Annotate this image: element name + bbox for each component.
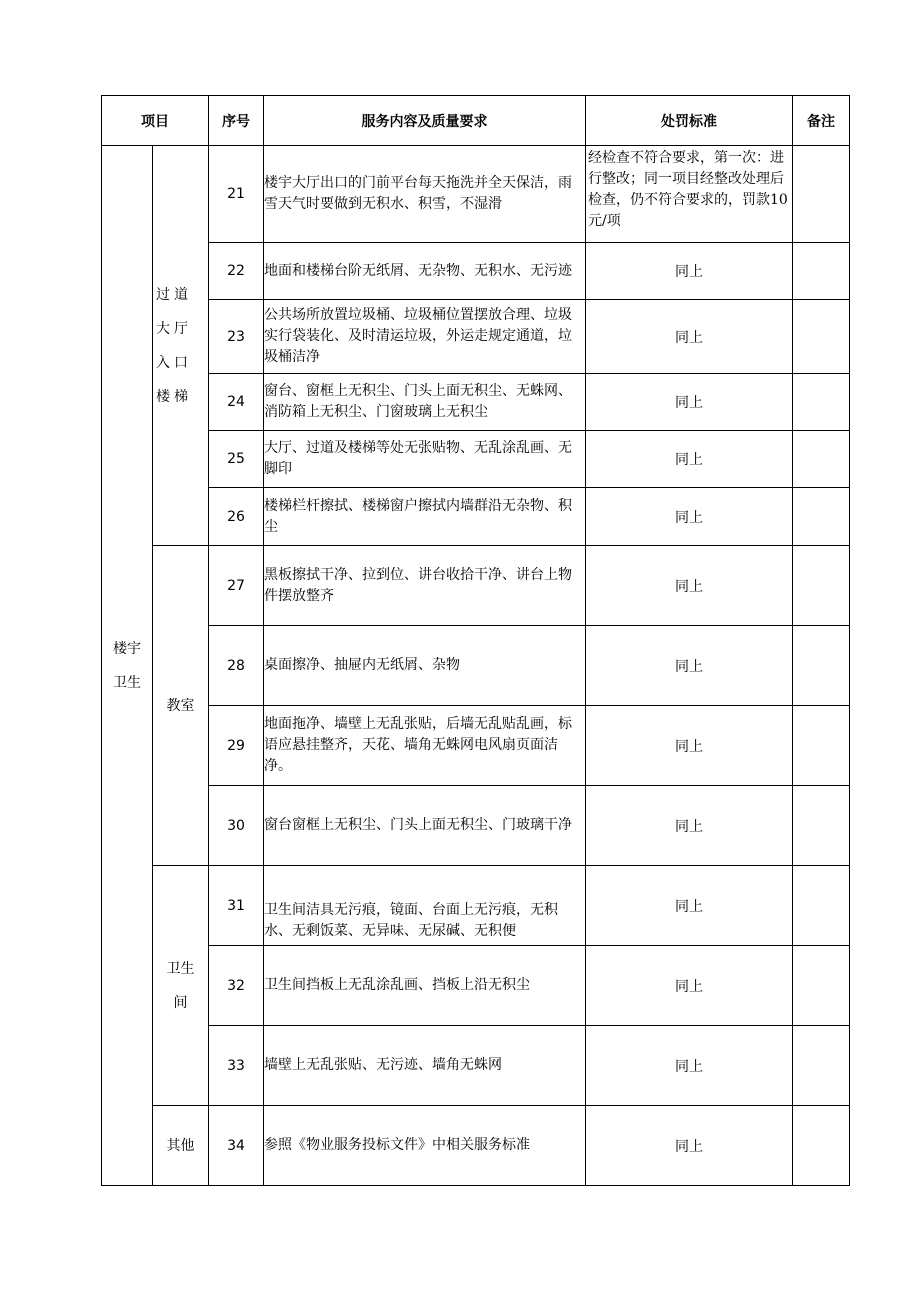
- row-penalty: 同上: [586, 1026, 793, 1106]
- row-seq: 26: [209, 488, 264, 546]
- table-row: [102, 1026, 850, 1106]
- row-remark: [793, 374, 850, 431]
- table-row: [102, 946, 850, 1026]
- row-penalty: 同上: [586, 300, 793, 374]
- row-penalty: 同上: [586, 786, 793, 866]
- row-remark: [793, 626, 850, 706]
- table-row: [102, 243, 850, 300]
- row-penalty: 经检查不符合要求，第一次：进行整改；同一项目经整改处理后检查，仍不符合要求的，罚款10元/项: [586, 146, 793, 243]
- row-content: 窗台、窗框上无积尘、门头上面无积尘、无蛛网、消防箱上无积尘、门窗玻璃上无积尘: [264, 374, 586, 431]
- header-content: 服务内容及质量要求: [264, 96, 586, 146]
- row-penalty: 同上: [586, 374, 793, 431]
- row-penalty: 同上: [586, 866, 793, 946]
- row-content: 楼宇大厅出口的门前平台每天拖洗并全天保洁，雨雪天气时要做到无积水、积雪，不湿滑: [264, 146, 586, 243]
- table-row: [102, 300, 850, 374]
- table-row: [102, 626, 850, 706]
- row-penalty: 同上: [586, 1106, 793, 1186]
- row-content: 墙壁上无乱张贴、无污迹、墙角无蛛网: [264, 1026, 586, 1106]
- table-row: [102, 546, 850, 626]
- row-remark: [793, 1026, 850, 1106]
- row-content: 公共场所放置垃圾桶、垃圾桶位置摆放合理、垃圾实行袋装化、及时清运垃圾，外运走规定通道，垃圾桶洁净: [264, 300, 586, 374]
- row-content: 卫生间洁具无污痕，镜面、台面上无污痕，无积水、无剩饭菜、无异味、无尿碱、无积便: [264, 866, 586, 946]
- row-remark: [793, 546, 850, 626]
- table-row: [102, 488, 850, 546]
- row-seq: 34: [209, 1106, 264, 1186]
- service-standards-table: [101, 95, 850, 1186]
- row-seq: 24: [209, 374, 264, 431]
- row-seq: 28: [209, 626, 264, 706]
- group-hall: 过道大厅入口楼梯: [153, 146, 209, 546]
- table-row: [102, 146, 850, 243]
- row-penalty: 同上: [586, 946, 793, 1026]
- table-row: [102, 431, 850, 488]
- header-row: [102, 96, 850, 146]
- header-penalty: 处罚标准: [586, 96, 793, 146]
- row-remark: [793, 488, 850, 546]
- group-classroom: 教室: [153, 546, 209, 866]
- row-seq: 32: [209, 946, 264, 1026]
- row-seq: 27: [209, 546, 264, 626]
- row-remark: [793, 866, 850, 946]
- row-seq: 23: [209, 300, 264, 374]
- table-row: [102, 786, 850, 866]
- row-content: 卫生间挡板上无乱涂乱画、挡板上沿无积尘: [264, 946, 586, 1026]
- group-restroom: [153, 866, 209, 1106]
- row-penalty: 同上: [586, 431, 793, 488]
- row-penalty: 同上: [586, 546, 793, 626]
- row-remark: [793, 146, 850, 243]
- row-content: 桌面擦净、抽屉内无纸屑、杂物: [264, 626, 586, 706]
- row-remark: [793, 431, 850, 488]
- row-seq: 30: [209, 786, 264, 866]
- category-cell: 楼宇卫生: [102, 146, 153, 1186]
- table-row: [102, 1106, 850, 1186]
- row-content: 黑板擦拭干净、拉到位、讲台收拾干净、讲台上物件摆放整齐: [264, 546, 586, 626]
- row-content: 地面和楼梯台阶无纸屑、无杂物、无积水、无污迹: [264, 243, 586, 300]
- row-remark: [793, 300, 850, 374]
- header-item: 项目: [102, 96, 209, 146]
- row-remark: [793, 1106, 850, 1186]
- row-remark: [793, 786, 850, 866]
- row-penalty: 同上: [586, 243, 793, 300]
- group-other: 其他: [153, 1106, 209, 1186]
- table-row: [102, 866, 850, 946]
- group-restroom-label: 卫生间: [166, 960, 195, 1011]
- row-content: 参照《物业服务投标文件》中相关服务标准: [264, 1106, 586, 1186]
- row-content: 楼梯栏杆擦拭、楼梯窗户擦拭内墙群沿无杂物、积尘: [264, 488, 586, 546]
- header-seq: 序号: [209, 96, 264, 146]
- row-seq: 33: [209, 1026, 264, 1106]
- row-seq: 31: [209, 866, 264, 946]
- row-penalty: 同上: [586, 488, 793, 546]
- row-seq: 21: [209, 146, 264, 243]
- row-penalty: 同上: [586, 706, 793, 786]
- header-remark: 备注: [793, 96, 850, 146]
- row-remark: [793, 946, 850, 1026]
- row-remark: [793, 243, 850, 300]
- row-content: 窗台窗框上无积尘、门头上面无积尘、门玻璃干净: [264, 786, 586, 866]
- row-content: 大厅、过道及楼梯等处无张贴物、无乱涂乱画、无脚印: [264, 431, 586, 488]
- table-row: [102, 706, 850, 786]
- row-remark: [793, 706, 850, 786]
- row-seq: 22: [209, 243, 264, 300]
- row-seq: 25: [209, 431, 264, 488]
- row-penalty: 同上: [586, 626, 793, 706]
- table-row: [102, 374, 850, 431]
- row-seq: 29: [209, 706, 264, 786]
- row-content: 地面拖净、墙壁上无乱张贴，后墙无乱贴乱画，标语应悬挂整齐，天花、墙角无蛛网电风扇页面洁净。: [264, 706, 586, 786]
